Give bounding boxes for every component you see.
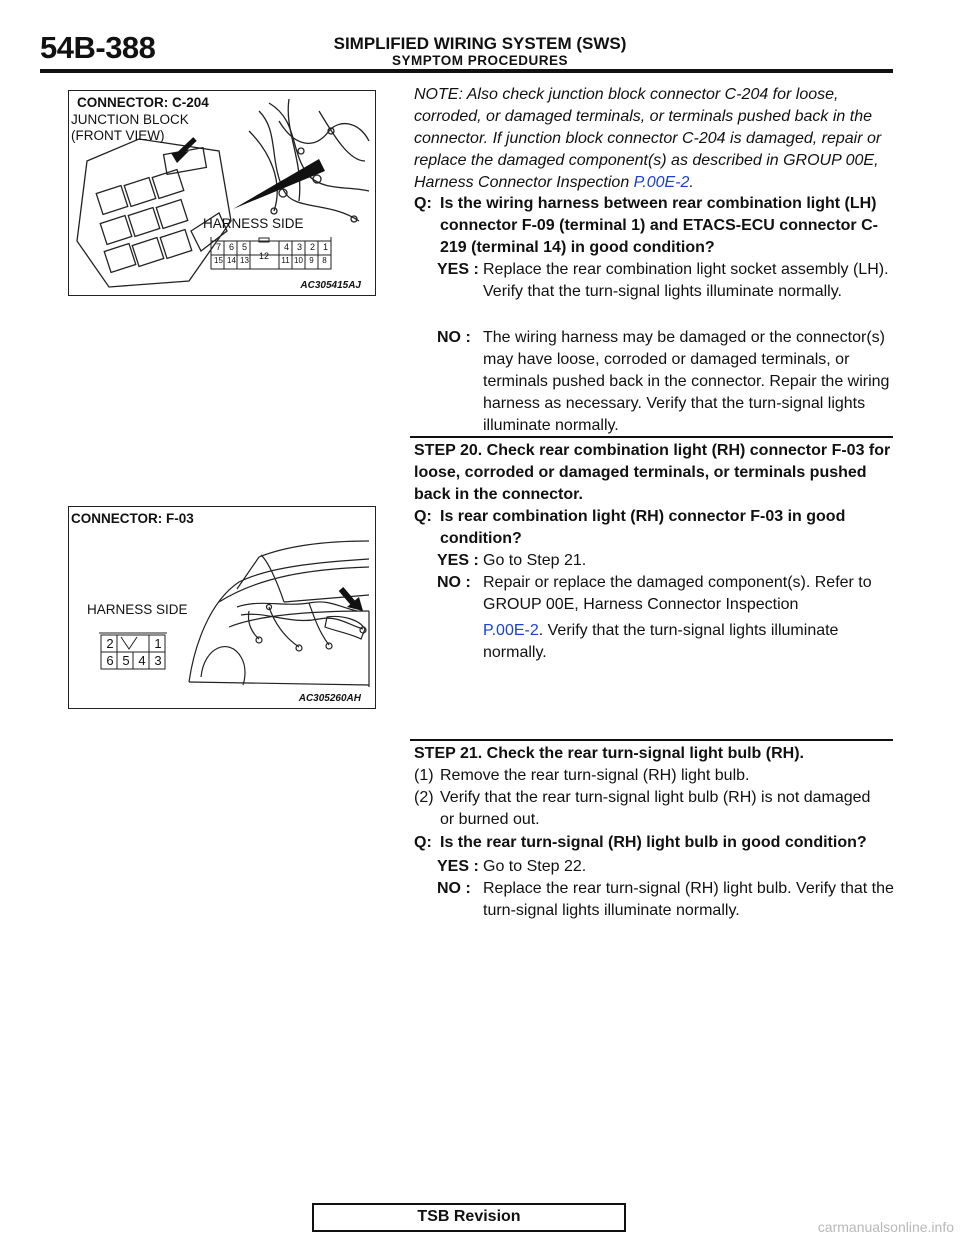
figure-id-1: AC305415AJ: [300, 280, 361, 291]
answer-text: Replace the rear turn-signal (RH) light bulb. Verify that the turn-signal lights illuminate normally.: [483, 880, 894, 919]
page-number: 54B-388: [40, 30, 156, 65]
pin-label: 15: [214, 256, 223, 265]
figure-id-2: AC305260AH: [298, 693, 361, 704]
pin-label: 6: [228, 242, 234, 252]
procedure-text: Remove the rear turn-signal (RH) light bulb.: [440, 767, 750, 784]
pin-label: 10: [294, 256, 303, 265]
pin-label: 9: [309, 256, 314, 265]
tsb-revision-label: TSB Revision: [417, 1208, 521, 1225]
pin-label: 4: [283, 242, 289, 252]
pin-label: 8: [322, 256, 327, 265]
connector-c204-label: CONNECTOR: C-204: [77, 95, 209, 110]
question-text: Is the rear turn-signal (RH) light bulb in good condition?: [440, 834, 867, 851]
answer-label: NO :: [437, 329, 471, 346]
pin-label: 3: [296, 242, 302, 252]
answer-label: YES :: [437, 552, 479, 569]
note-paragraph: [414, 84, 894, 194]
junction-block-label: JUNCTION BLOCK: [71, 112, 189, 127]
pin-label: 2: [309, 242, 315, 252]
question-label: Q:: [414, 508, 432, 525]
question-text: Is rear combination light (RH) connector F-03 in good condition?: [440, 508, 846, 547]
header-title: SIMPLIFIED WIRING SYSTEM (SWS): [333, 34, 627, 53]
watermark: carmanualsonline.info: [817, 1219, 954, 1235]
answer-text: Replace the rear combination light socket assembly (LH). Verify that the turn-signal lights illuminate normally.: [483, 261, 889, 300]
answer-no-2-end: . Verify that the turn-signal lights illuminate normally.: [483, 622, 839, 661]
harness-side-label-1: HARNESS SIDE: [203, 216, 304, 231]
pin-label: 13: [240, 256, 249, 265]
figure-junction-block: [68, 90, 376, 296]
note-end: .: [689, 174, 694, 191]
answer-text: The wiring harness may be damaged or the connector(s) may have loose, corroded or damaged terminals, or terminals pushed back in the connector. Repair the wiring harness as necessary. Verify that the turn-signal lights illuminate normally.: [483, 329, 890, 434]
question-label: Q:: [414, 195, 432, 212]
pin-label: 5: [122, 653, 130, 668]
pin-label: 3: [154, 653, 162, 668]
procedure-number: (2): [414, 789, 434, 806]
pin-label: 11: [281, 256, 290, 265]
pin-label: 1: [322, 242, 328, 252]
note-text: NOTE: Also check junction block connector C-204 for loose, corroded, or damaged terminals, or terminals pushed back in the connector. If junction block connector C-204 is damaged, repair or replace the damaged component(s) as described in GROUP 00E, Harness Connector Inspection: [414, 86, 882, 191]
pin-label: 2: [106, 636, 114, 651]
pin-label: 12: [258, 251, 269, 261]
note-reference-link[interactable]: P.00E-2: [633, 174, 690, 191]
harness-side-label-2: HARNESS SIDE: [87, 602, 188, 617]
procedure-number: (1): [414, 767, 434, 784]
step-20-title: STEP 20. Check rear combination light (RH) connector F-03 for loose, corroded or damaged terminals, or terminals pushed back in the connector.: [414, 442, 891, 503]
question-label: Q:: [414, 834, 432, 851]
answer-label: NO :: [437, 574, 471, 591]
pin-label: 6: [106, 653, 114, 668]
question-text: Is the wiring harness between rear combination light (LH) connector F-09 (terminal 1) and ETACS-ECU connector C-219 (terminal 14) in good condition?: [440, 195, 878, 256]
answer-label: YES :: [437, 858, 479, 875]
header-subtitle: SYMPTOM PROCEDURES: [391, 53, 569, 68]
pin-label: 5: [241, 242, 247, 252]
pin-label: 14: [227, 256, 236, 265]
pin-label: 1: [154, 636, 162, 651]
connector-f03-label: CONNECTOR: F-03: [71, 511, 194, 526]
header-rule: [40, 69, 893, 73]
reference-link[interactable]: P.00E-2: [483, 622, 539, 639]
procedure-text: Verify that the rear turn-signal light bulb (RH) is not damaged or burned out.: [440, 789, 871, 828]
answer-no-2-text: Repair or replace the damaged component(s). Refer to GROUP 00E, Harness Connector Inspection: [483, 574, 872, 613]
step-21-title: STEP 21. Check the rear turn-signal light bulb (RH).: [414, 745, 804, 762]
step-20-divider: [410, 436, 893, 438]
figure-rear-light-connector: [68, 506, 376, 709]
answer-text: Go to Step 22.: [483, 858, 587, 875]
front-view-label: (FRONT VIEW): [71, 128, 165, 143]
step-21-divider: [410, 739, 893, 741]
answer-label: YES :: [437, 261, 479, 278]
answer-text: Go to Step 21.: [483, 552, 587, 569]
pin-label: 7: [215, 242, 221, 252]
answer-text: [483, 572, 895, 664]
pin-label: 4: [138, 653, 146, 668]
answer-label: NO :: [437, 880, 471, 897]
